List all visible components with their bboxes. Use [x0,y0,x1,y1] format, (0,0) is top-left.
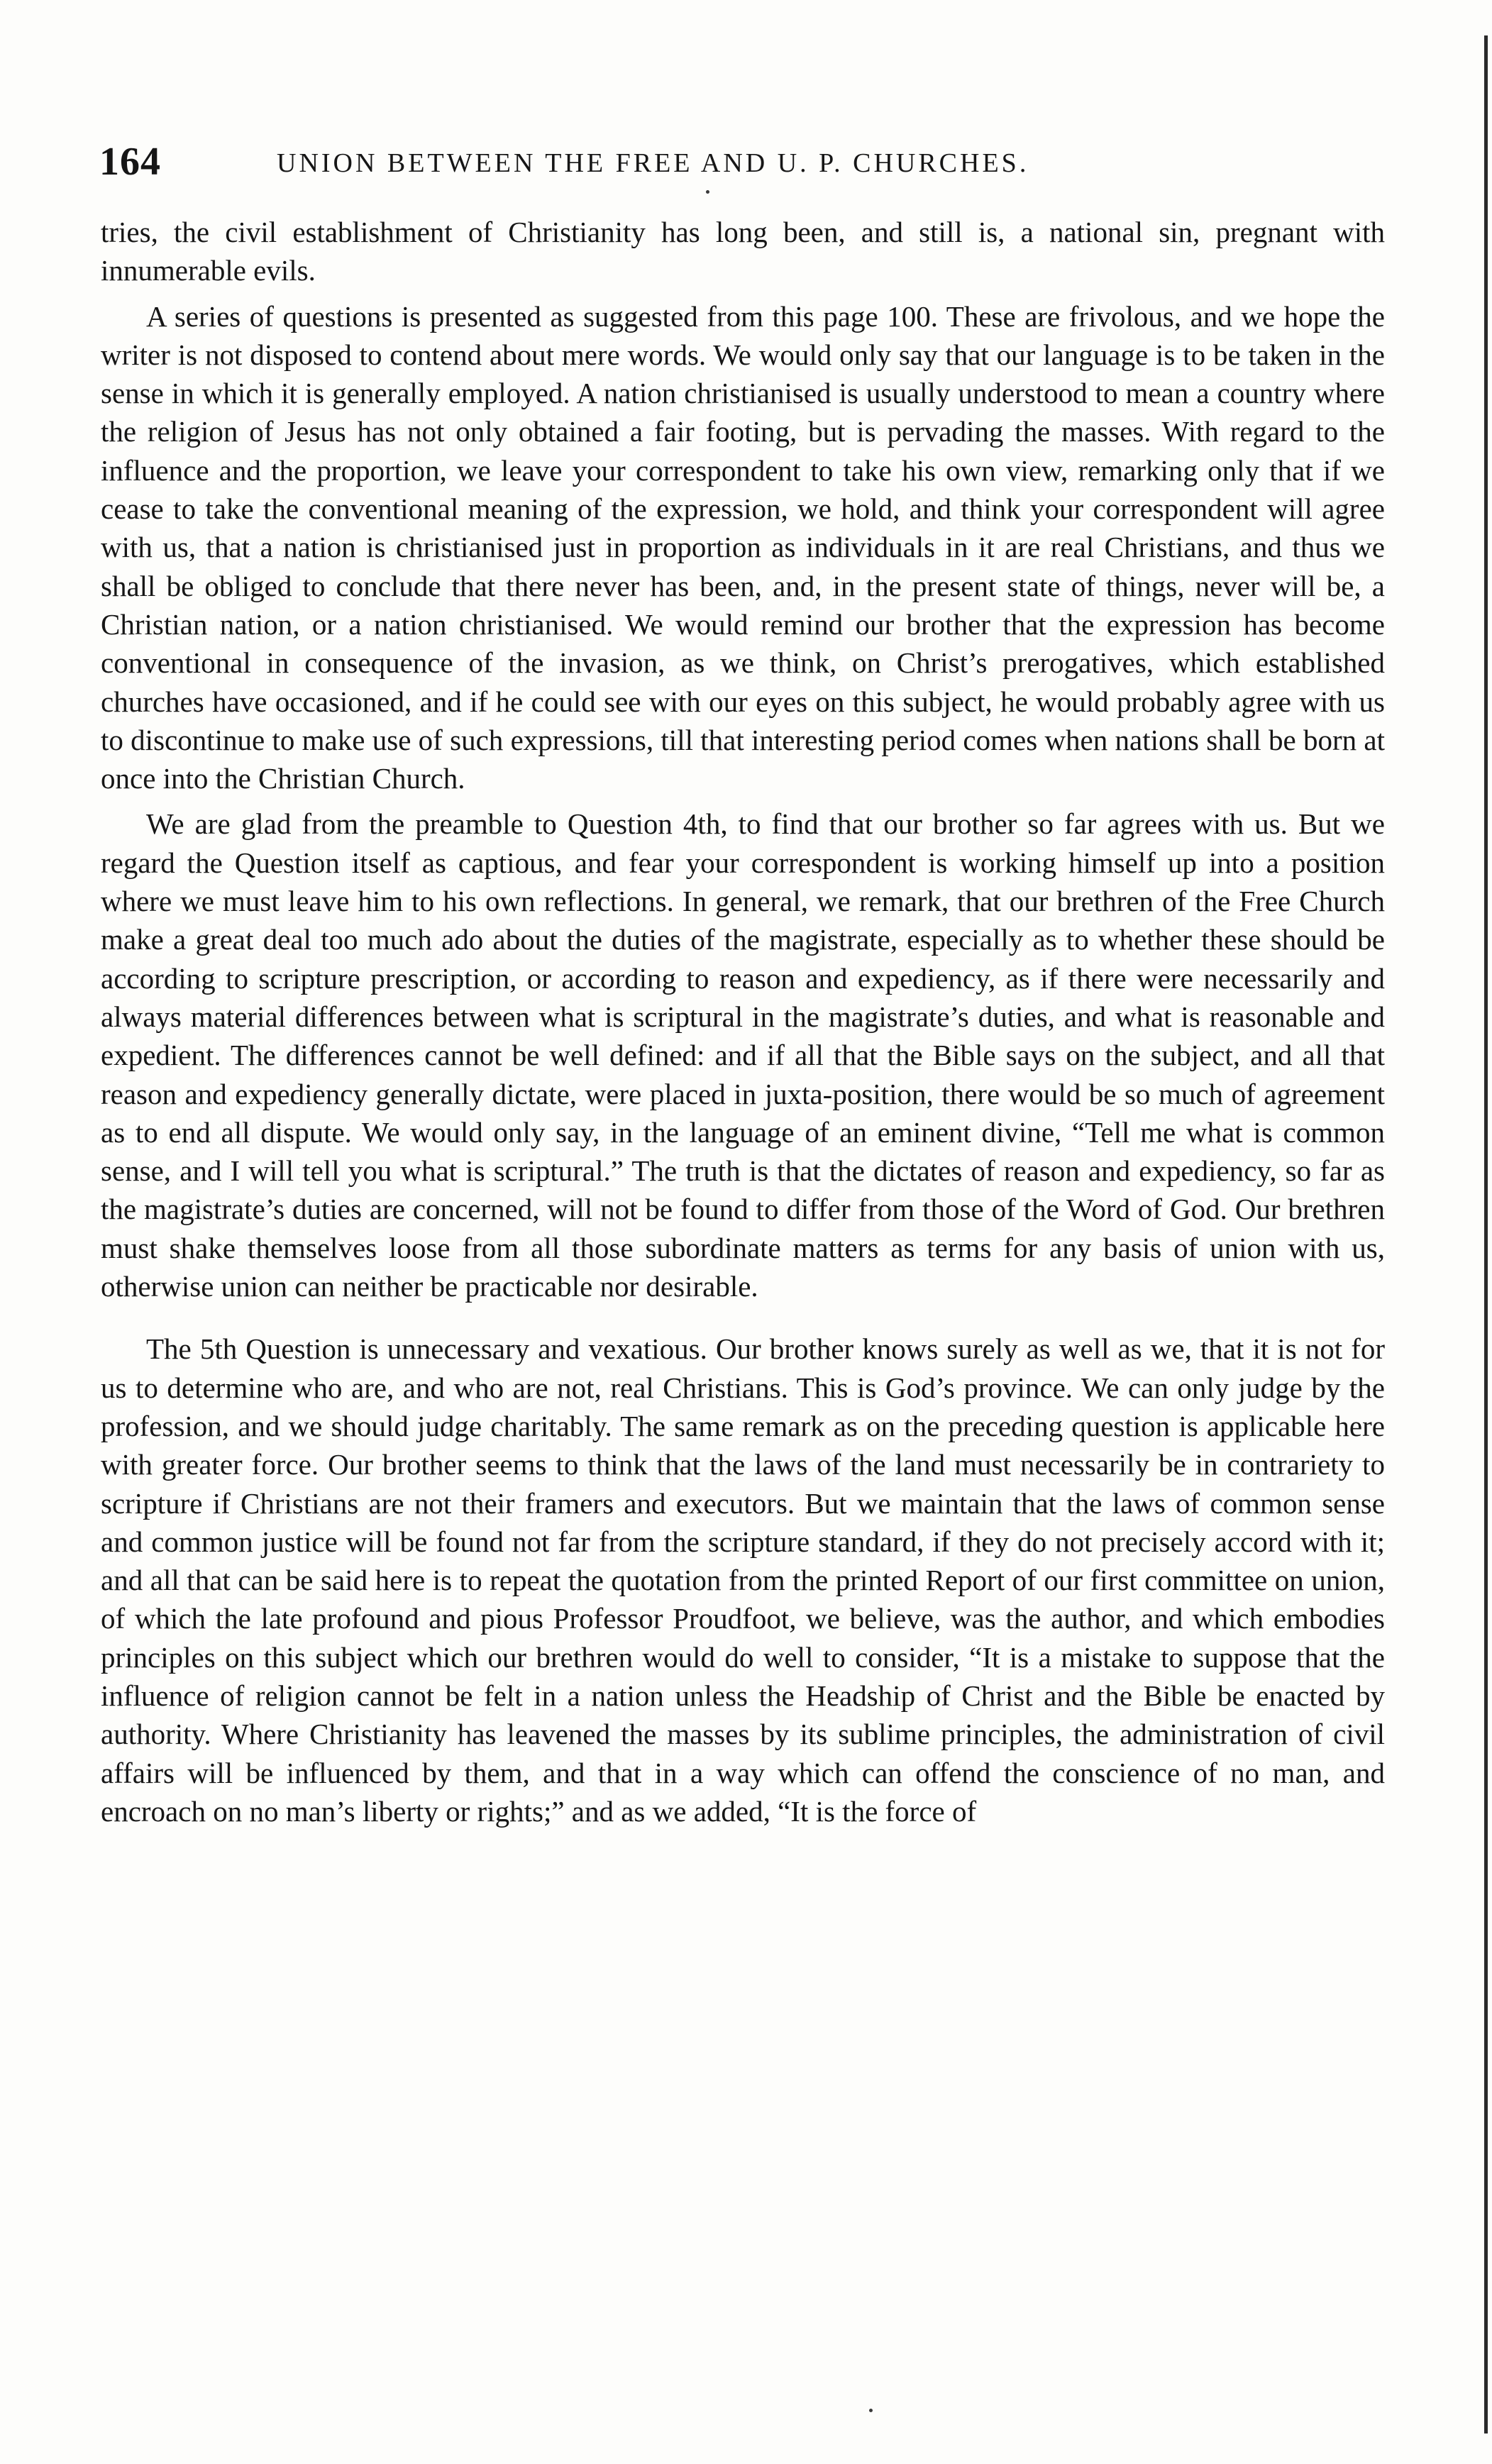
paragraph-question-5th: The 5th Question is unnecessary and vexatious. Our brother knows surely as well as we, that it is not for us to determine who are, and who are not, real Christians. This is God’s province. We can only judge by the profession, and we should judge charitably. The same remark as on the preceding question is applicable here with greater force. Our brother seems to think that the laws of the land must necessarily be in contrariety to scripture if Christians are not their framers and executors. But we maintain that the laws of common sense and common justice will be found not far from the scripture standard, if they do not precisely accord with it; and all that can be said here is to repeat the quotation from the printed Report of our first committee on union, of which the late profound and pious Professor Proudfoot, we believe, was the author, and which embodies principles on this subject which our brethren would do well to consider, “It is a mistake to suppose that the influence of religion cannot be felt in a nation unless the Headship of Christ and the Bible be enacted by authority. Where Christianity has leavened the masses by its sublime principles, the administration of civil affairs will be influenced by them, and that in a way which can offend the conscience of no man, and encroach on no man’s liberty or rights;” and as we added, “It is the force of [101,1332,1385,1828]
paragraph-question-4th: We are glad from the preamble to Question 4th, to find that our brother so far agrees with us. But we regard the Question itself as captious, and fear your correspondent is working himself up into a position where we must leave him to his own reflections. In general, we remark, that our brethren of the Free Church make a great deal too much ado about the duties of the magistrate, especially as to whether these should be according to scripture prescription, or according to reason and expediency, as if there were necessarily and always material differences between what is scriptural in the magistrate’s duties, and what is reasonable and expedient. The differences cannot be well defined: and if all that the Bible says on the subject, and all that reason and expediency generally dictate, were placed in juxta-position, there would be so much of agreement as to end all dispute. We would only say, in the language of an eminent divine, “Tell me what is common sense, and I will tell you what is scriptural.” The truth is that the dictates of reason and expediency, so far as the magistrate’s duties are concerned, will not be found to differ from those of the Word of God. Our brethren must shake themselves loose from all those subordinate matters as terms for any basis of union with us, otherwise union can neither be practicable nor desirable. [101,807,1385,1303]
page-header [99,139,1383,196]
ink-speck [706,190,709,194]
page-edge-rule [1484,35,1488,2433]
ink-speck [869,2409,873,2412]
running-title: UNION BETWEEN THE FREE AND U. P. CHURCHES. [277,148,1029,178]
body-text [101,213,1385,1830]
page-number: 164 [99,140,161,184]
paragraph-continuation: tries, the civil establishment of Christianity has long been, and still is, a national sin, pregnant with innumerable evils. [101,216,1385,287]
paragraph-series-of-questions: A series of questions is presented as suggested from this page 100. These are frivolous, and we hope the writer is not disposed to contend about mere words. We would only say that our language is to be taken in the sense in which it is generally employed. A nation christianised is usually understood to mean a country where the religion of Jesus has not only obtained a fair footing, but is pervading the masses. With regard to the influence and the proportion, we leave your correspondent to take his own view, remarking only that if we cease to take the conventional meaning of the expression, we hold, and think your correspondent will agree with us, that a nation is christianised just in proportion as individuals in it are real Christians, and thus we shall be obliged to conclude that there never has been, and, in the present state of things, never will be, a Christian nation, or a nation christianised. We would remind our brother that the expression has become conventional in consequence of the invasion, as we think, on Christ’s prerogatives, which established churches have occasioned, and if he could see with our eyes on this subject, he would probably agree with us to discontinue to make use of such expressions, till that interesting period comes when nations shall be born at once into the Christian Church. [101,299,1385,795]
